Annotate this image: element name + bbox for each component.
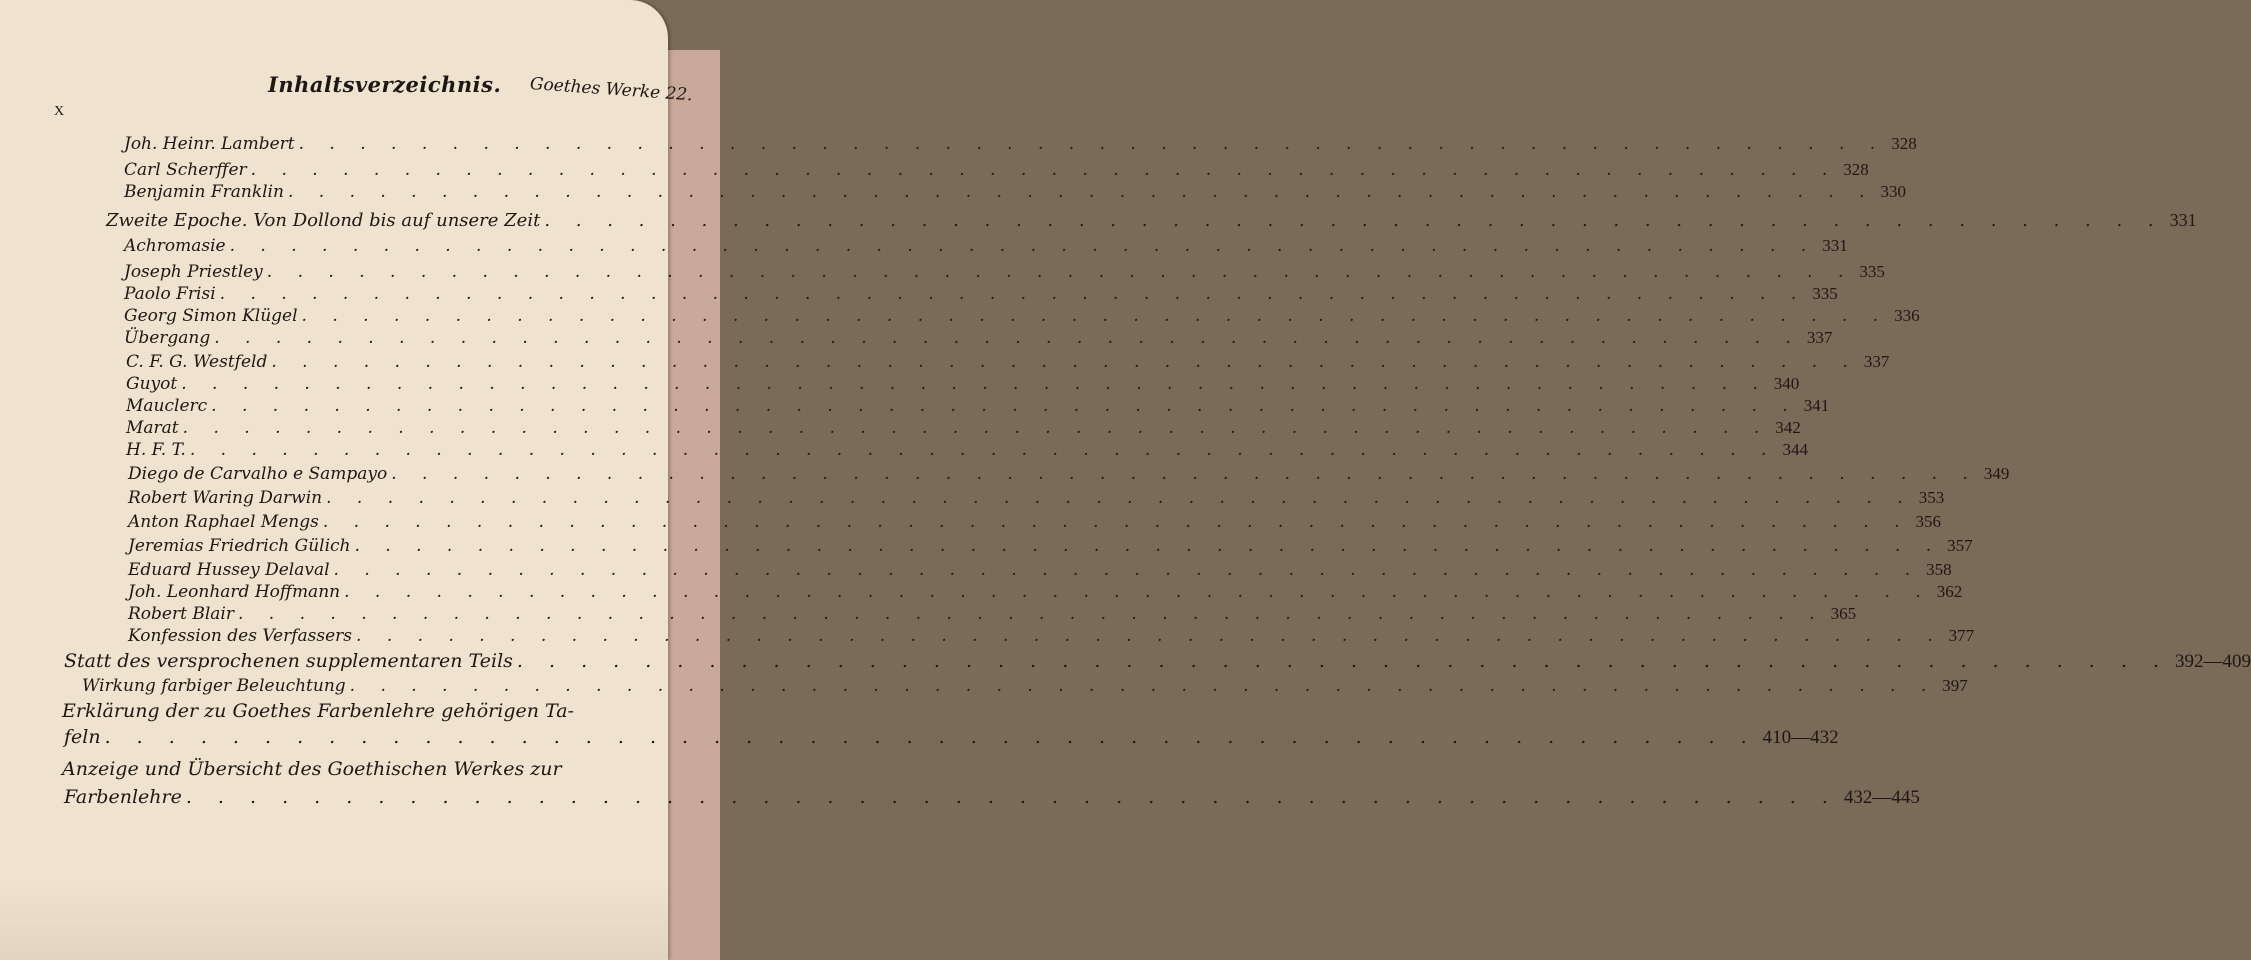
toc-entry-title: Zweite Epoche. Von Dollond bis auf unsere Zeit bbox=[106, 210, 541, 231]
toc-entry bbox=[128, 536, 1973, 556]
toc-entry bbox=[128, 464, 2010, 484]
toc-entry-page: 337 bbox=[1863, 352, 1890, 371]
toc-entry-title: Diego de Carvalho e Sampayo bbox=[128, 464, 388, 484]
toc-entry-title: Marat bbox=[126, 418, 179, 438]
toc-entry-title: Joh. Leonhard Hoffmann bbox=[128, 582, 341, 602]
toc-entry-title: Konfession des Verfassers bbox=[128, 626, 353, 646]
toc-entry-continuation bbox=[64, 786, 1920, 809]
toc-entry-title: H. F. T. bbox=[126, 440, 186, 460]
toc-entry bbox=[126, 352, 1890, 372]
toc-entry bbox=[124, 182, 1907, 202]
toc-entry-page: 362 bbox=[1936, 582, 1963, 601]
toc-entry-title: Eduard Hussey Delaval bbox=[128, 560, 330, 580]
toc-section bbox=[62, 758, 666, 780]
toc-entry-title: Georg Simon Klügel bbox=[124, 306, 298, 326]
toc-entry-page: 331 bbox=[1822, 236, 1848, 255]
leader-dots: . . . . . . . . . . . . . . . . . . . . . . . . . . . . . . . . . . . . . . . . . . . . . . . . . . . . bbox=[271, 352, 1858, 372]
toc-entry-title: Farbenlehre bbox=[64, 786, 182, 808]
toc-entry-page: 356 bbox=[1915, 512, 1941, 531]
leader-dots: . . . . . . . . . . . . . . . . . . . . . . . . . . . . . . . . . . . . . . . . . . . . . . . . . . . . bbox=[181, 374, 1768, 394]
toc-entry-title: Erklärung der zu Goethes Farbenlehre gehörigen Ta- bbox=[62, 700, 574, 722]
toc-entry-page: 397 bbox=[1942, 676, 1968, 695]
toc-entry bbox=[128, 560, 1952, 580]
toc-entry-page: 340 bbox=[1773, 374, 1800, 393]
toc-entry-title: Guyot bbox=[126, 374, 178, 394]
page-number: X bbox=[54, 104, 65, 119]
toc-entry-title: Anzeige und Übersicht des Goethischen Werkes zur bbox=[62, 758, 562, 780]
toc-entry-page: 349 bbox=[1983, 464, 2010, 483]
leader-dots: . . . . . . . . . . . . . . . . . . . . . . . . . . . . . . . . . . . . . . . . . . . . . . . . . . . . bbox=[287, 182, 1875, 202]
toc-entry-page: 330 bbox=[1880, 182, 1907, 201]
leader-dots: . . . . . . . . . . . . . . . . . . . . . . . . . . . . . . . . . . . . . . . . . . . . . . . . . . . . bbox=[237, 604, 1825, 624]
toc-entry-title: Joh. Heinr. Lambert bbox=[124, 134, 295, 154]
toc-entry bbox=[124, 134, 1917, 154]
toc-entry bbox=[124, 160, 1869, 180]
toc-entry bbox=[128, 488, 1945, 508]
toc-entry-page: 331 bbox=[2169, 210, 2197, 230]
toc-entry-title: Benjamin Franklin bbox=[124, 182, 284, 202]
leader-dots: . . . . . . . . . . . . . . . . . . . . . . . . . . . . . . . . . . . . . . . . . . . . . . . . . . . . bbox=[214, 328, 1801, 348]
toc-entry bbox=[128, 512, 1941, 532]
toc-entry bbox=[126, 396, 1830, 416]
toc-entry-title: feln bbox=[64, 726, 101, 748]
toc-entry-page: 357 bbox=[1947, 536, 1973, 555]
toc-entry bbox=[126, 440, 1808, 460]
toc-entry-page: 353 bbox=[1918, 488, 1945, 507]
leader-dots: . . . . . . . . . . . . . . . . . . . . . . . . . . . . . . . . . . . . . . . . . . . . . . . . . . . . bbox=[211, 396, 1798, 416]
leader-dots: . . . . . . . . . . . . . . . . . . . . . . . . . . . . . . . . . . . . . . . . . . . . . . . . . . . . bbox=[544, 210, 2164, 231]
page-title: Inhaltsverzeichnis. bbox=[268, 72, 502, 97]
toc-entry bbox=[124, 284, 1838, 304]
toc-entry-page: 335 bbox=[1812, 284, 1838, 303]
leader-dots: . . . . . . . . . . . . . . . . . . . . . . . . . . . . . . . . . . . . . . . . . . . . . . . . . . . . bbox=[189, 440, 1777, 460]
leader-dots: . . . . . . . . . . . . . . . . . . . . . . . . . . . . . . . . . . . . . . . . . . . . . . . . . . . . bbox=[301, 306, 1889, 326]
toc-entry-continuation bbox=[64, 726, 1839, 749]
toc-entry-title: Übergang bbox=[124, 328, 211, 348]
leader-dots: . . . . . . . . . . . . . . . . . . . . . . . . . . . . . . . . . . . . . . . . . . . . . . . . . . . . bbox=[104, 726, 1757, 748]
toc-entry-page: 328 bbox=[1843, 160, 1869, 179]
leader-dots: . . . . . . . . . . . . . . . . . . . . . . . . . . . . . . . . . . . . . . . . . . . . . . . . . . . . bbox=[266, 262, 1854, 282]
leader-dots: . . . . . . . . . . . . . . . . . . . . . . . . . . . . . . . . . . . . . . . . . . . . . . . . . . . . bbox=[326, 488, 1913, 508]
toc-section bbox=[106, 210, 2197, 231]
leader-dots: . . . . . . . . . . . . . . . . . . . . . . . . . . . . . . . . . . . . . . . . . . . . . . . . . . . . bbox=[354, 536, 1942, 556]
leader-dots: . . . . . . . . . . . . . . . . . . . . . . . . . . . . . . . . . . . . . . . . . . . . . . . . . . . . bbox=[185, 786, 1838, 808]
leader-dots: . . . . . . . . . . . . . . . . . . . . . . . . . . . . . . . . . . . . . . . . . . . . . . . . . . . . bbox=[219, 284, 1807, 304]
toc-entry-title: Carl Scherffer bbox=[124, 160, 247, 180]
toc-entry-title: Mauclerc bbox=[126, 396, 208, 416]
leader-dots: . . . . . . . . . . . . . . . . . . . . . . . . . . . . . . . . . . . . . . . . . . . . . . . . . . . . bbox=[333, 560, 1921, 580]
leader-dots: . . . . . . . . . . . . . . . . . . . . . . . . . . . . . . . . . . . . . . . . . . . . . . . . . . . . bbox=[298, 134, 1886, 154]
toc-entry bbox=[124, 328, 1833, 348]
toc-entry bbox=[126, 374, 1800, 394]
toc-entry-page: 432—445 bbox=[1843, 787, 1920, 808]
toc-entry-page: 377 bbox=[1948, 626, 1975, 645]
toc-entry-page: 335 bbox=[1859, 262, 1885, 281]
toc-entry-title: Joseph Priestley bbox=[124, 262, 263, 282]
leader-dots: . . . . . . . . . . . . . . . . . . . . . . . . . . . . . . . . . . . . . . . . . . . . . . . . . . . . bbox=[229, 236, 1817, 256]
toc-entry bbox=[124, 262, 1885, 282]
toc-entry bbox=[128, 626, 1975, 646]
toc-entry-title: Robert Blair bbox=[128, 604, 234, 624]
toc-entry-page: 337 bbox=[1806, 328, 1833, 347]
toc-entry-page: 344 bbox=[1782, 440, 1808, 459]
toc-entry-title: Achromasie bbox=[124, 236, 226, 256]
toc-entry bbox=[82, 676, 1968, 696]
leader-dots: . . . . . . . . . . . . . . . . . . . . . . . . . . . . . . . . . . . . . . . . . . . . . . . . . . . . bbox=[391, 464, 1978, 484]
toc-entry-page: 342 bbox=[1775, 418, 1801, 437]
leader-dots: . . . . . . . . . . . . . . . . . . . . . . . . . . . . . . . . . . . . . . . . . . . . . . . . . . . . bbox=[344, 582, 1931, 602]
toc-entry-title: Robert Waring Darwin bbox=[128, 488, 323, 508]
toc-entry bbox=[128, 582, 1963, 602]
toc-entry-page: 358 bbox=[1926, 560, 1952, 579]
toc-entry bbox=[124, 236, 1848, 256]
toc-entry-page: 365 bbox=[1830, 604, 1857, 623]
toc-entry-page: 336 bbox=[1894, 306, 1920, 325]
leader-dots: . . . . . . . . . . . . . . . . . . . . . . . . . . . . . . . . . . . . . . . . . . . . . . . . . . . . bbox=[349, 676, 1937, 696]
toc-entry bbox=[124, 306, 1920, 326]
toc-entry bbox=[126, 418, 1801, 438]
leader-dots: . . . . . . . . . . . . . . . . . . . . . . . . . . . . . . . . . . . . . . . . . . . . . . . . . . . . bbox=[516, 650, 2169, 672]
toc-entry-title: Jeremias Friedrich Gülich bbox=[128, 536, 351, 556]
toc-entry-title: Statt des versprochenen supplementaren Teils bbox=[64, 650, 513, 672]
toc-section bbox=[62, 700, 666, 722]
leader-dots: . . . . . . . . . . . . . . . . . . . . . . . . . . . . . . . . . . . . . . . . . . . . . . . . . . . . bbox=[182, 418, 1770, 438]
toc-entry-page: 392—409 bbox=[2174, 651, 2251, 672]
leader-dots: . . . . . . . . . . . . . . . . . . . . . . . . . . . . . . . . . . . . . . . . . . . . . . . . . . . . bbox=[322, 512, 1910, 532]
toc-entry-page: 410—432 bbox=[1762, 727, 1839, 748]
toc-entry-title: C. F. G. Westfeld bbox=[126, 352, 268, 372]
toc-entry bbox=[128, 604, 1857, 624]
toc-section bbox=[64, 650, 2251, 673]
leader-dots: . . . . . . . . . . . . . . . . . . . . . . . . . . . . . . . . . . . . . . . . . . . . . . . . . . . . bbox=[250, 160, 1838, 180]
toc-entry-page: 341 bbox=[1803, 396, 1830, 415]
toc-entry-title: Paolo Frisi bbox=[124, 284, 216, 304]
toc-entry-title: Wirkung farbiger Beleuchtung bbox=[82, 676, 346, 696]
toc-entry-title: Anton Raphael Mengs bbox=[128, 512, 319, 532]
running-head: Goethes Werke 22. bbox=[529, 74, 694, 106]
leader-dots: . . . . . . . . . . . . . . . . . . . . . . . . . . . . . . . . . . . . . . . . . . . . . . . . . . . . bbox=[356, 626, 1943, 646]
toc-entry-page: 328 bbox=[1891, 134, 1917, 153]
